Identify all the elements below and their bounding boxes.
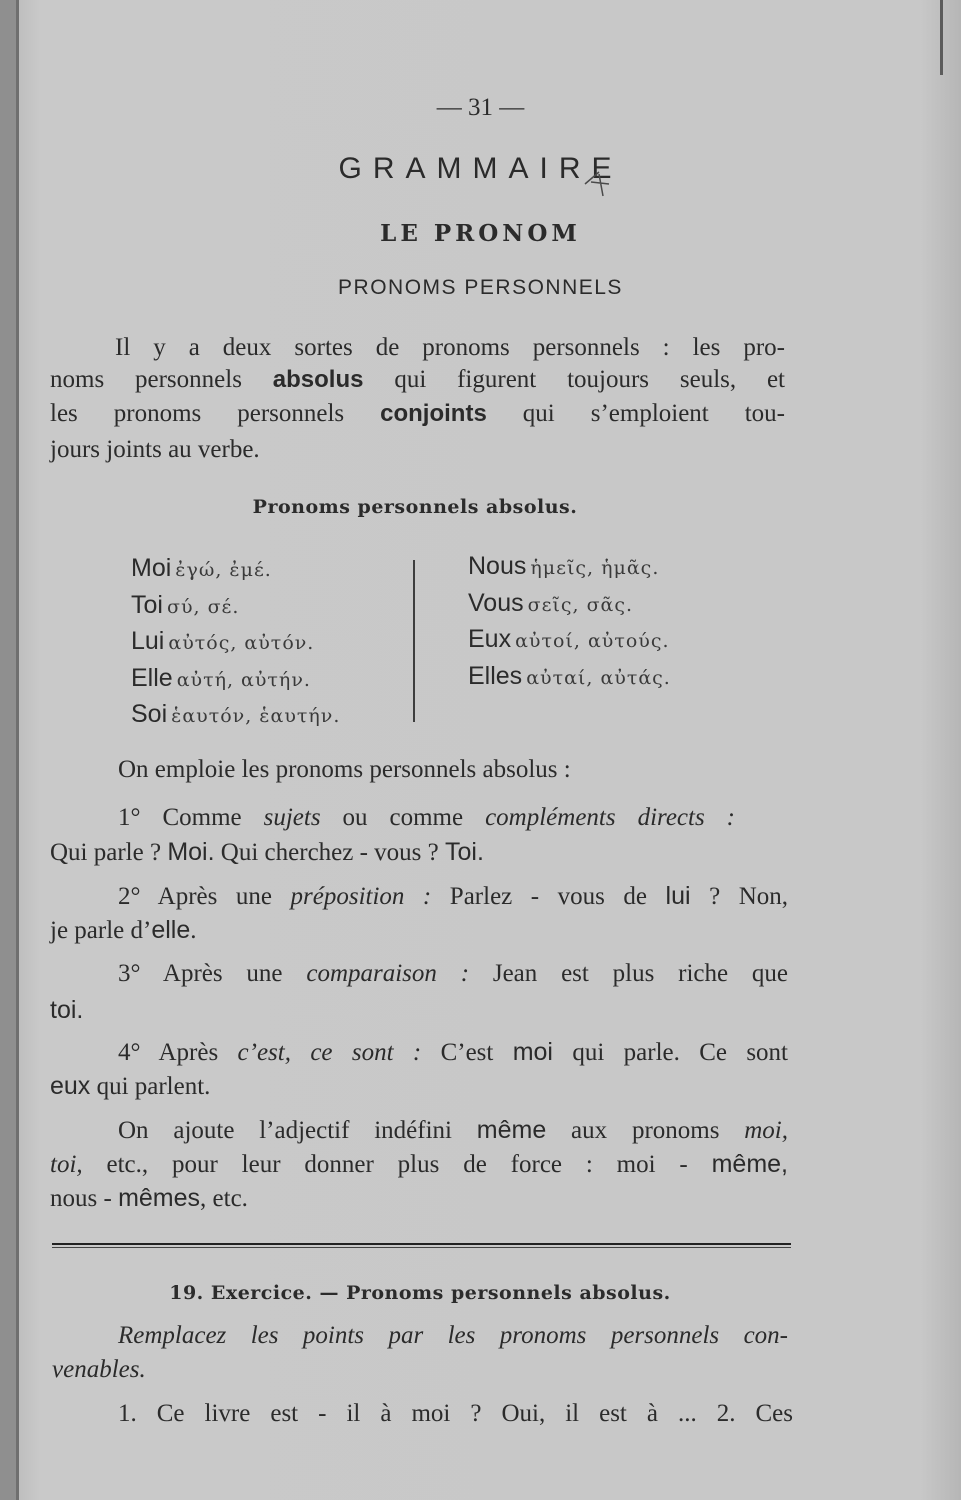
exercise-line-1: 1. Ce livre est - il à moi ? Oui, il est à ... 2. Ces [118, 1400, 793, 1427]
meme-line-3: nous - mêmes, etc. [50, 1184, 248, 1212]
pronoun-row: Moi ἐγώ, ἐμέ. [131, 554, 272, 582]
pronoun-row: Eux αὐτοί, αὐτούς. [468, 625, 670, 653]
pronoun-row: Elle αὐτή, αὐτήν. [131, 663, 311, 692]
intro-line-1: Il y a deux sortes de pronoms personnels : les pro- [115, 334, 785, 361]
exercise-heading: 19. Exercice. — Pronoms personnels absolus. [169, 1282, 671, 1304]
page-number: — 31 — [436, 94, 525, 121]
exercise-instruction-1: Remplacez les points par les pronoms personnels con- [118, 1322, 788, 1349]
section-title: LE PRONOM [380, 220, 581, 247]
rule-4-line-2: eux qui parlent. [50, 1072, 211, 1100]
section-divider-line-2 [52, 1247, 791, 1248]
intro-line-3: les pronoms personnels conjoints qui s’emploient tou- [50, 400, 785, 427]
section-divider [52, 1243, 791, 1245]
singular-column [131, 552, 340, 735]
pronoun-row: Soi ἑαυτόν, ἑαυτήν. [131, 700, 341, 728]
pronoun-row: Elles αὐταί, αὐτάς. [468, 661, 671, 690]
absolus-term: absolus [272, 366, 364, 393]
rule-3-line-2: toi. [50, 996, 84, 1024]
meme-line-1: On ajoute l’adjectif indéfini même aux pronoms moi, [118, 1116, 788, 1144]
rule-1-line-2: Qui parle ? Moi. Qui cherchez - vous ? Toi. [50, 838, 484, 866]
chapter-title: GRAMMAIRE [338, 152, 623, 185]
pencil-mark-icon [583, 166, 613, 198]
pronoun-row: Lui αὐτός, αὐτόν. [131, 627, 315, 655]
column-divider [413, 560, 415, 722]
intro-line-4: jours joints au verbe. [50, 436, 260, 463]
absolus-heading: Pronoms personnels absolus. [252, 496, 578, 518]
rule-2-line-2: je parle d’elle. [50, 916, 197, 944]
subsection-title: PRONOMS PERSONNELS [338, 276, 623, 299]
meme-line-2: toi, etc., pour leur donner plus de force : moi - même, [50, 1150, 788, 1178]
intro-line-2: noms personnels absolus qui figurent toujours seuls, et [50, 366, 785, 393]
rule-2-line-1: 2° Après une préposition : Parlez - vous de lui ? Non, [118, 882, 789, 910]
page-edge-mark [940, 0, 943, 75]
conjoints-term: conjoints [380, 400, 487, 427]
rule-1-line-1: 1° Comme sujets ou comme compléments directs : [118, 804, 735, 831]
rule-3-line-1: 3° Après une comparaison : Jean est plus riche que [118, 960, 788, 987]
pronoun-row: Toi σύ, σέ. [131, 590, 240, 619]
usage-intro: On emploie les pronoms personnels absolus : [118, 756, 571, 783]
pronoun-row: Nous ἡμεῖς, ἡμᾶς. [468, 552, 660, 580]
plural-column [468, 550, 671, 696]
exercise-instruction-2: venables. [52, 1356, 146, 1383]
rule-4-line-1: 4° Après c’est, ce sont : C’est moi qui parle. Ce sont [118, 1038, 789, 1066]
pronoun-row: Vous σεῖς, σᾶς. [468, 588, 634, 617]
